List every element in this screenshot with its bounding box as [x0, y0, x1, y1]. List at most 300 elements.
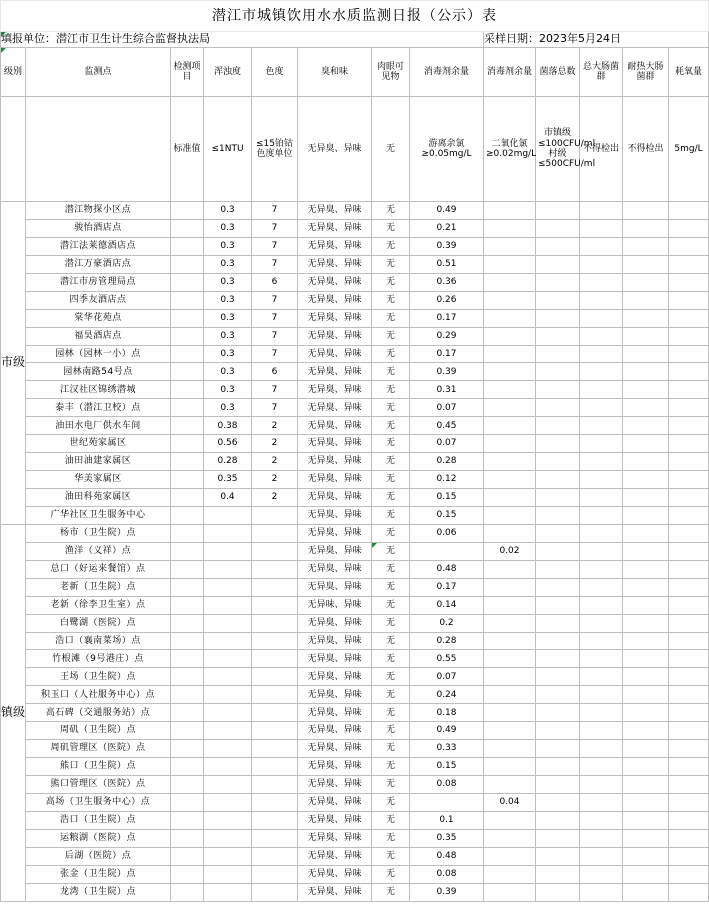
bacteria-value	[536, 542, 580, 560]
site-name: 棠华花苑点	[26, 309, 171, 327]
item-cell	[171, 381, 204, 399]
chlorine-value: 0.17	[410, 345, 484, 363]
odor-value: 无异臭、异味	[298, 291, 372, 309]
thermo-coliform-value	[623, 650, 669, 668]
turbidity-value	[204, 506, 252, 524]
chlorine-value: 0.29	[410, 327, 484, 345]
coliform-value	[580, 650, 623, 668]
table-row	[1, 273, 709, 291]
visible-value: 无	[372, 345, 410, 363]
table-row	[1, 309, 709, 327]
coliform-value	[580, 865, 623, 883]
coliform-value	[580, 255, 623, 273]
oxygen-value	[669, 399, 709, 417]
thermo-coliform-value	[623, 632, 669, 650]
coliform-value	[580, 345, 623, 363]
oxygen-value	[669, 542, 709, 560]
oxygen-value	[669, 453, 709, 471]
visible-value: 无	[372, 740, 410, 758]
chlorine-dioxide-value	[484, 237, 536, 255]
coliform-value	[580, 578, 623, 596]
table-row	[1, 327, 709, 345]
item-cell	[171, 865, 204, 883]
table-row	[1, 345, 709, 363]
chlorine-value: 0.51	[410, 255, 484, 273]
oxygen-value	[669, 327, 709, 345]
odor-value: 无异臭、异味	[298, 345, 372, 363]
visible-value: 无	[372, 417, 410, 435]
site-name: 老新（徐李卫生室）点	[26, 596, 171, 614]
coliform-value	[580, 632, 623, 650]
column-header-row	[1, 48, 709, 97]
oxygen-value	[669, 202, 709, 220]
site-name: 广华社区卫生服务中心	[26, 506, 171, 524]
table-row	[1, 506, 709, 524]
coliform-value	[580, 560, 623, 578]
chlorine-value: 0.31	[410, 381, 484, 399]
thermo-coliform-value	[623, 219, 669, 237]
odor-value: 无异臭、异味	[298, 614, 372, 632]
thermo-coliform-value	[623, 255, 669, 273]
standard-label: 标准值	[171, 97, 204, 202]
site-name: 江汉社区锦绣潜城	[26, 381, 171, 399]
visible-value: 无	[372, 381, 410, 399]
table-row	[1, 542, 709, 560]
table-row	[1, 704, 709, 722]
table-row	[1, 453, 709, 471]
standard-coliform: 不得检出	[580, 97, 623, 202]
item-cell	[171, 506, 204, 524]
chlorine-value: 0.15	[410, 758, 484, 776]
header-bacteria: 菌落总数	[536, 48, 580, 97]
coliform-value	[580, 202, 623, 220]
odor-value: 无异臭、异味	[298, 793, 372, 811]
odor-value: 无异臭、异味	[298, 255, 372, 273]
header-odor: 臭和味	[298, 48, 372, 97]
color-value: 7	[252, 309, 298, 327]
odor-value: 无异臭、异味	[298, 506, 372, 524]
site-name: 泰丰（潜江卫校）点	[26, 399, 171, 417]
color-value: 2	[252, 435, 298, 453]
bacteria-value	[536, 883, 580, 901]
visible-value: 无	[372, 255, 410, 273]
chlorine-dioxide-value	[484, 865, 536, 883]
site-name: 张金（卫生院）点	[26, 865, 171, 883]
chlorine-value: 0.15	[410, 489, 484, 507]
color-value	[252, 542, 298, 560]
chlorine-dioxide-value	[484, 776, 536, 794]
chlorine-value: 0.1	[410, 811, 484, 829]
coliform-value	[580, 596, 623, 614]
odor-value: 无异臭、异味	[298, 632, 372, 650]
header-oxygen: 耗氧量	[669, 48, 709, 97]
color-value	[252, 632, 298, 650]
thermo-coliform-value	[623, 668, 669, 686]
turbidity-value	[204, 847, 252, 865]
turbidity-value	[204, 524, 252, 542]
visible-value: 无	[372, 435, 410, 453]
table-row	[1, 363, 709, 381]
odor-value: 无异臭、异味	[298, 273, 372, 291]
turbidity-value: 0.3	[204, 291, 252, 309]
odor-value: 无异臭、异味	[298, 578, 372, 596]
turbidity-value	[204, 578, 252, 596]
chlorine-value: 0.33	[410, 740, 484, 758]
chlorine-value: 0.17	[410, 309, 484, 327]
visible-value: 无	[372, 219, 410, 237]
table-row	[1, 776, 709, 794]
color-value: 2	[252, 417, 298, 435]
chlorine-value: 0.45	[410, 417, 484, 435]
turbidity-value: 0.3	[204, 255, 252, 273]
thermo-coliform-value	[623, 489, 669, 507]
bacteria-value	[536, 255, 580, 273]
color-value	[252, 668, 298, 686]
oxygen-value	[669, 291, 709, 309]
coliform-value	[580, 291, 623, 309]
turbidity-value	[204, 865, 252, 883]
site-name: 潜江物探小区点	[26, 202, 171, 220]
odor-value: 无异臭、异味	[298, 309, 372, 327]
site-name: 油田油建家属区	[26, 453, 171, 471]
color-value: 7	[252, 381, 298, 399]
color-value	[252, 865, 298, 883]
odor-value: 无异臭、异味	[298, 327, 372, 345]
oxygen-value	[669, 255, 709, 273]
odor-value: 无异臭、异味	[298, 668, 372, 686]
chlorine-value: 0.48	[410, 560, 484, 578]
oxygen-value	[669, 417, 709, 435]
item-cell	[171, 776, 204, 794]
chlorine-value: 0.14	[410, 596, 484, 614]
site-name: 四季友酒店点	[26, 291, 171, 309]
chlorine-value: 0.21	[410, 219, 484, 237]
bacteria-value	[536, 291, 580, 309]
coliform-value	[580, 417, 623, 435]
site-name: 浩口（襄南菜场）点	[26, 632, 171, 650]
thermo-coliform-value	[623, 722, 669, 740]
color-value	[252, 847, 298, 865]
odor-value: 无异臭、异味	[298, 704, 372, 722]
item-cell	[171, 489, 204, 507]
thermo-coliform-value	[623, 273, 669, 291]
oxygen-value	[669, 722, 709, 740]
coliform-value	[580, 273, 623, 291]
color-value	[252, 776, 298, 794]
oxygen-value	[669, 865, 709, 883]
color-value: 7	[252, 327, 298, 345]
header-item: 检测项目	[171, 48, 204, 97]
chlorine-dioxide-value	[484, 560, 536, 578]
coliform-value	[580, 776, 623, 794]
color-value: 2	[252, 453, 298, 471]
chlorine-value: 0.35	[410, 829, 484, 847]
turbidity-value: 0.3	[204, 309, 252, 327]
odor-value: 无异臭、异味	[298, 847, 372, 865]
site-name: 总口（好运来餐馆）点	[26, 560, 171, 578]
visible-value: 无	[372, 560, 410, 578]
odor-value: 无异臭、异味	[298, 865, 372, 883]
level-town: 镇级	[1, 524, 26, 901]
bacteria-value	[536, 489, 580, 507]
chlorine-dioxide-value	[484, 489, 536, 507]
table-row	[1, 237, 709, 255]
turbidity-value: 0.3	[204, 363, 252, 381]
oxygen-value	[669, 273, 709, 291]
color-value: 7	[252, 399, 298, 417]
chlorine-value: 0.48	[410, 847, 484, 865]
oxygen-value	[669, 793, 709, 811]
thermo-coliform-value	[623, 291, 669, 309]
standard-thermo-coliform: 不得检出	[623, 97, 669, 202]
thermo-coliform-value	[623, 381, 669, 399]
site-name: 竹根滩（9号港庄）点	[26, 650, 171, 668]
table-row	[1, 435, 709, 453]
standard-row	[1, 97, 709, 202]
color-value: 7	[252, 237, 298, 255]
turbidity-value	[204, 686, 252, 704]
coliform-value	[580, 524, 623, 542]
visible-value: 无	[372, 650, 410, 668]
table-row	[1, 668, 709, 686]
table-row	[1, 471, 709, 489]
thermo-coliform-value	[623, 417, 669, 435]
table-row	[1, 560, 709, 578]
chlorine-dioxide-value	[484, 829, 536, 847]
item-cell	[171, 542, 204, 560]
site-name: 园林（园林一小）点	[26, 345, 171, 363]
site-name: 潜江市房管理局点	[26, 273, 171, 291]
table-row	[1, 381, 709, 399]
standard-disinfectant-2: 二氧化氯≥0.02mg/L	[484, 97, 536, 202]
site-name: 浩口（卫生院）点	[26, 811, 171, 829]
standard-oxygen: 5mg/L	[669, 97, 709, 202]
table-row	[1, 489, 709, 507]
chlorine-dioxide-value	[484, 740, 536, 758]
standard-odor: 无异臭、异味	[298, 97, 372, 202]
chlorine-dioxide-value: 0.04	[484, 793, 536, 811]
site-name: 杨市（卫生院）点	[26, 524, 171, 542]
thermo-coliform-value	[623, 237, 669, 255]
table-row	[1, 578, 709, 596]
chlorine-value: 0.55	[410, 650, 484, 668]
header-turbidity: 浑浊度	[204, 48, 252, 97]
oxygen-value	[669, 668, 709, 686]
item-cell	[171, 578, 204, 596]
visible-value: 无	[372, 847, 410, 865]
odor-value: 无异臭、异味	[298, 435, 372, 453]
table-row	[1, 202, 709, 220]
bacteria-value	[536, 363, 580, 381]
item-cell	[171, 309, 204, 327]
site-name: 世纪苑家属区	[26, 435, 171, 453]
visible-value: 无	[372, 686, 410, 704]
site-name: 积玉口（人社服务中心）点	[26, 686, 171, 704]
item-cell	[171, 202, 204, 220]
bacteria-value	[536, 399, 580, 417]
chlorine-dioxide-value	[484, 202, 536, 220]
bacteria-value	[536, 417, 580, 435]
chlorine-dioxide-value	[484, 435, 536, 453]
odor-value: 无异臭、异味	[298, 650, 372, 668]
coliform-value	[580, 829, 623, 847]
thermo-coliform-value	[623, 883, 669, 901]
chlorine-dioxide-value	[484, 883, 536, 901]
bacteria-value	[536, 740, 580, 758]
turbidity-value	[204, 596, 252, 614]
chlorine-dioxide-value	[484, 309, 536, 327]
site-name: 园林南路54号点	[26, 363, 171, 381]
chlorine-value: 0.06	[410, 524, 484, 542]
oxygen-value	[669, 650, 709, 668]
bacteria-value	[536, 829, 580, 847]
table-row	[1, 255, 709, 273]
chlorine-value: 0.15	[410, 506, 484, 524]
turbidity-value: 0.56	[204, 435, 252, 453]
bacteria-value	[536, 686, 580, 704]
chlorine-value: 0.39	[410, 363, 484, 381]
color-value	[252, 524, 298, 542]
visible-value: 无	[372, 758, 410, 776]
coliform-value	[580, 327, 623, 345]
item-cell	[171, 524, 204, 542]
coliform-value	[580, 506, 623, 524]
oxygen-value	[669, 686, 709, 704]
visible-value: 无	[372, 237, 410, 255]
bacteria-value	[536, 327, 580, 345]
oxygen-value	[669, 560, 709, 578]
chlorine-dioxide-value	[484, 632, 536, 650]
turbidity-value	[204, 722, 252, 740]
oxygen-value	[669, 883, 709, 901]
visible-value: 无	[372, 489, 410, 507]
oxygen-value	[669, 506, 709, 524]
chlorine-value: 0.07	[410, 399, 484, 417]
chlorine-dioxide-value	[484, 273, 536, 291]
coliform-value	[580, 668, 623, 686]
chlorine-value: 0.2	[410, 614, 484, 632]
item-cell	[171, 453, 204, 471]
bacteria-value	[536, 758, 580, 776]
item-cell	[171, 596, 204, 614]
chlorine-value: 0.28	[410, 632, 484, 650]
visible-value: 无	[372, 202, 410, 220]
turbidity-value: 0.3	[204, 237, 252, 255]
visible-value: 无	[372, 722, 410, 740]
color-value	[252, 883, 298, 901]
header-level: 级别	[1, 48, 26, 97]
site-name: 潜江法莱德酒店点	[26, 237, 171, 255]
coliform-value	[580, 722, 623, 740]
color-value	[252, 722, 298, 740]
header-disinfectant-2: 消毒剂余量	[484, 48, 536, 97]
item-cell	[171, 632, 204, 650]
turbidity-value	[204, 560, 252, 578]
thermo-coliform-value	[623, 596, 669, 614]
chlorine-dioxide-value	[484, 506, 536, 524]
chlorine-dioxide-value	[484, 578, 536, 596]
color-value: 2	[252, 471, 298, 489]
turbidity-value	[204, 632, 252, 650]
header-visible: 肉眼可见物	[372, 48, 410, 97]
table-row	[1, 865, 709, 883]
item-cell	[171, 740, 204, 758]
turbidity-value	[204, 829, 252, 847]
site-name: 油田科苑家属区	[26, 489, 171, 507]
site-name: 龙湾（卫生院）点	[26, 883, 171, 901]
chlorine-value: 0.24	[410, 686, 484, 704]
bacteria-value	[536, 793, 580, 811]
header-color: 色度	[252, 48, 298, 97]
odor-value: 无异臭、异味	[298, 363, 372, 381]
chlorine-dioxide-value	[484, 758, 536, 776]
site-name: 白鹭湖（医院）点	[26, 614, 171, 632]
coliform-value	[580, 435, 623, 453]
item-cell	[171, 363, 204, 381]
oxygen-value	[669, 489, 709, 507]
odor-value: 无异臭、异味	[298, 883, 372, 901]
site-name: 油田水电厂供水车间	[26, 417, 171, 435]
turbidity-value: 0.3	[204, 381, 252, 399]
item-cell	[171, 255, 204, 273]
chlorine-value	[410, 542, 484, 560]
coliform-value	[580, 237, 623, 255]
chlorine-dioxide-value	[484, 381, 536, 399]
visible-value: 无	[372, 704, 410, 722]
chlorine-dioxide-value	[484, 524, 536, 542]
turbidity-value: 0.3	[204, 345, 252, 363]
header-thermo-coliform: 耐热大肠菌群	[623, 48, 669, 97]
site-name: 后湖（医院）点	[26, 847, 171, 865]
turbidity-value: 0.35	[204, 471, 252, 489]
color-value: 6	[252, 273, 298, 291]
color-value	[252, 811, 298, 829]
bacteria-value	[536, 668, 580, 686]
site-name: 骏怡酒店点	[26, 219, 171, 237]
item-cell	[171, 560, 204, 578]
site-name: 熊口（卫生院）点	[26, 758, 171, 776]
bacteria-value	[536, 453, 580, 471]
visible-value: 无	[372, 596, 410, 614]
odor-value: 无异臭、异味	[298, 811, 372, 829]
site-name: 潜江万豪酒店点	[26, 255, 171, 273]
table-row	[1, 291, 709, 309]
color-value	[252, 506, 298, 524]
odor-value: 无异臭、异味	[298, 560, 372, 578]
coliform-value	[580, 704, 623, 722]
odor-value: 无异臭、异味	[298, 740, 372, 758]
thermo-coliform-value	[623, 399, 669, 417]
chlorine-dioxide-value	[484, 614, 536, 632]
visible-value: 无	[372, 273, 410, 291]
thermo-coliform-value	[623, 614, 669, 632]
chlorine-value: 0.08	[410, 776, 484, 794]
chlorine-dioxide-value	[484, 219, 536, 237]
chlorine-dioxide-value	[484, 255, 536, 273]
color-value: 2	[252, 489, 298, 507]
color-value	[252, 740, 298, 758]
header-disinfectant: 消毒剂余量	[410, 48, 484, 97]
chlorine-dioxide-value	[484, 650, 536, 668]
bacteria-value	[536, 596, 580, 614]
item-cell	[171, 614, 204, 632]
thermo-coliform-value	[623, 865, 669, 883]
table-row	[1, 596, 709, 614]
table-row	[1, 883, 709, 901]
table-row	[1, 758, 709, 776]
visible-value: 无	[372, 327, 410, 345]
chlorine-dioxide-value	[484, 811, 536, 829]
